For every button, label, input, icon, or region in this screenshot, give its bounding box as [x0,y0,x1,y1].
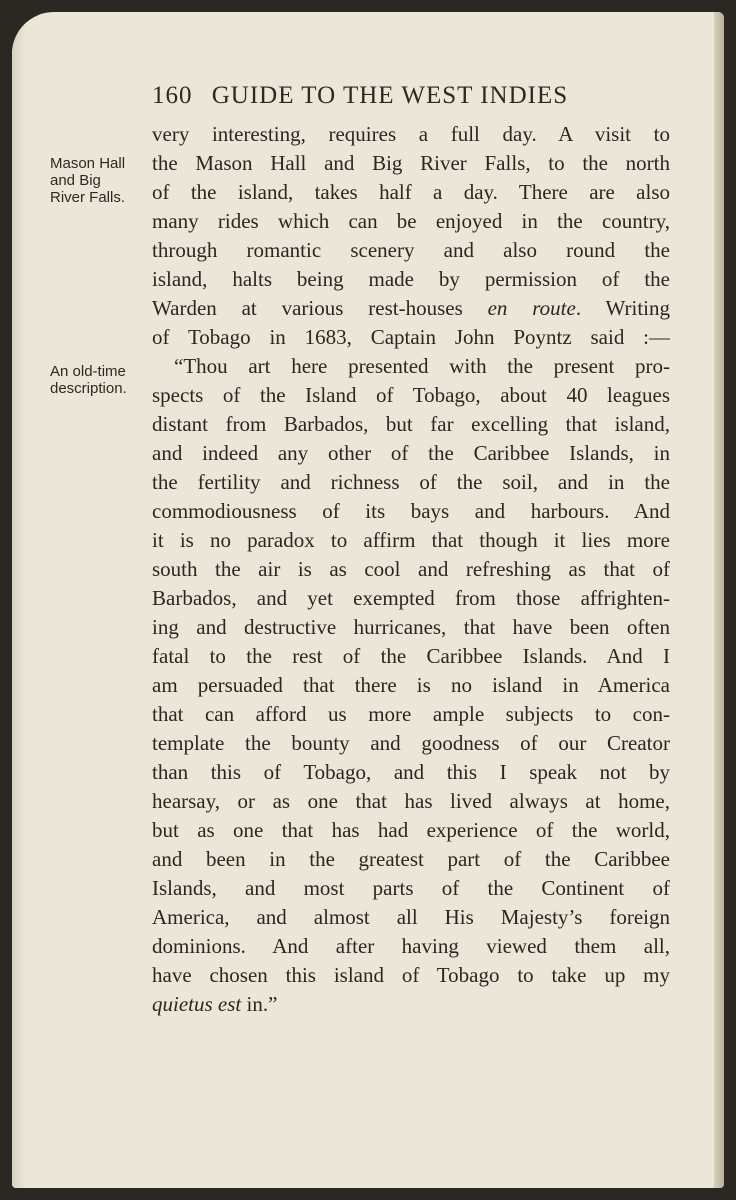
text-line: south the air is as cool and refreshing as that of [152,557,670,581]
text-line: of the island, takes half a day. There are also [152,180,670,204]
text-line: but as one that has had experience of the world, [152,818,670,842]
text-line: Islands, and most parts of the Continent of [152,876,670,900]
text-segment: . Writing [575,296,670,320]
text-line: dominions. And after having viewed them all, [152,934,670,958]
text-line: distant from Barbados, but far excelling that island, [152,412,670,436]
text-line: hearsay, or as one that has lived always at home, [152,789,670,813]
italic-quietus-est: quietus est [152,992,242,1016]
text-segment: Warden at various rest-houses [152,296,463,320]
text-line: many rides which can be enjoyed in the country, [152,209,670,233]
text-line: spects of the Island of Tobago, about 40 leagues [152,383,670,407]
text-line: commodiousness of its bays and harbours. And [152,499,670,523]
text-line: the fertility and richness of the soil, and in the [152,470,670,494]
page-number: 160 [152,82,193,109]
margin-note-mason-hall [50,155,160,206]
margin-note-line: Mason Hall [50,155,126,172]
running-header [152,82,568,110]
book-page [12,12,724,1188]
page-gutter-shade [12,12,26,1188]
margin-note-line: and Big [50,172,101,189]
text-line: and been in the greatest part of the Caribbee [152,847,670,871]
margin-note-line: An old-time [50,363,126,380]
text-line-en-route [152,294,670,323]
page-edge [714,12,724,1188]
text-line: of Tobago in 1683, Captain John Poyntz said :— [152,325,670,349]
text-line: very interesting, requires a full day. A visit to [152,122,670,146]
quote-opening-line: “Thou art here presented with the present pro- [174,354,670,378]
text-line: have chosen this island of Tobago to take up my [152,963,670,987]
text-line: through romantic scenery and also round the [152,238,670,262]
text-line: Barbados, and yet exempted from those affrighten- [152,586,670,610]
text-line: template the bounty and goodness of our Creator [152,731,670,755]
text-line: that can afford us more ample subjects to con- [152,702,670,726]
margin-note-old-time-description [50,363,160,397]
margin-note-line: River Falls. [50,189,126,206]
running-title: GUIDE TO THE WEST INDIES [211,82,569,109]
text-line: the Mason Hall and Big River Falls, to the north [152,151,670,175]
text-line: am persuaded that there is no island in America [152,673,670,697]
text-segment: in.” [241,992,278,1016]
text-line: fatal to the rest of the Caribbee Islands. And I [152,644,670,668]
margin-note-line: description. [50,380,127,397]
italic-en-route: en route [487,296,576,320]
quote-closing-line [152,990,670,1019]
text-line: than this of Tobago, and this I speak not by [152,760,670,784]
text-line: ing and destructive hurricanes, that have been often [152,615,670,639]
text-line: America, and almost all His Majesty’s foreign [152,905,670,929]
text-line: island, halts being made by permission of the [152,267,670,291]
text-line: it is no paradox to affirm that though it lies more [152,528,670,552]
text-line: and indeed any other of the Caribbee Islands, in [152,441,670,465]
